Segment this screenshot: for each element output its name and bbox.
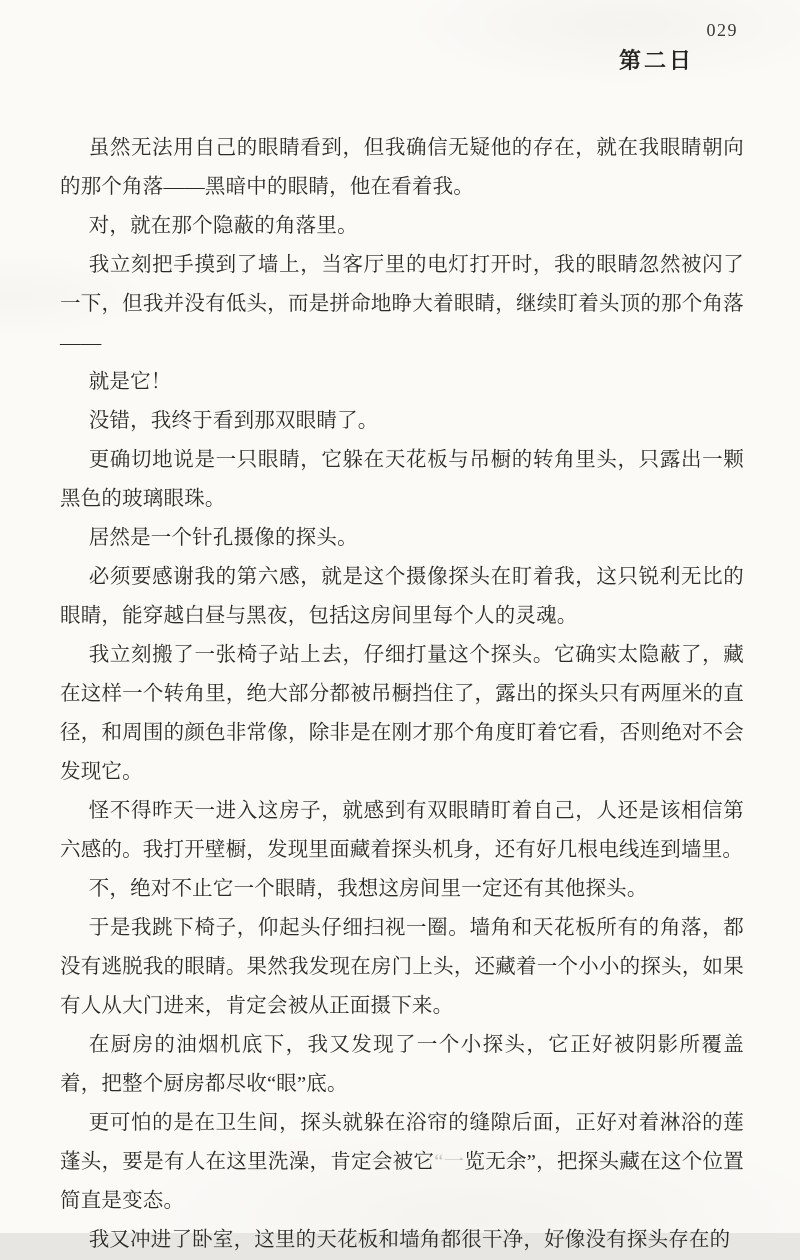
chapter-title: 第二日 [618, 48, 694, 73]
paragraph [60, 792, 744, 870]
paragraph-text: 对，就在那个隐蔽的角落里。 [88, 215, 358, 237]
paragraph-text: 我又冲进了卧室，这里的天花板和墙角都很干净，好像没有探头存在的 [88, 1229, 731, 1251]
paragraph-text: 怪不得昨天一进入这房子，就感到有双眼睛盯着自己，人还是该相信第六感的。我打开壁橱，发现里面藏着探头机身，还有好几根电线连到墙里。 [60, 800, 744, 861]
paragraph-text: 于是我跳下椅子，仰起头仔细扫视一圈。墙角和天花板所有的角落，都没有逃脱我的眼睛。果然我发现在房门上头，还藏着一个小小的探头，如果有人从大门进来，肯定会被从正面摄下来。 [60, 917, 744, 1017]
paragraph [60, 1221, 744, 1260]
paragraph [60, 402, 744, 441]
paragraph [60, 129, 744, 207]
paragraph-text: 览无余”，把探头藏在这个位置简直是变态。 [60, 1151, 744, 1212]
paragraph [60, 519, 744, 558]
paragraph-text: 我立刻把手摸到了墙上，当客厅里的电灯打开时，我的眼睛忽然被闪了一下，但我并没有低头，而是拼命地睁大着眼睛，继续盯着头顶的那个角落—— [60, 254, 744, 354]
paragraph [60, 207, 744, 246]
paragraph [60, 363, 744, 402]
paragraph [60, 246, 744, 363]
paragraph-text: 没错，我终于看到那双眼睛了。 [88, 410, 379, 432]
page-number: 029 [706, 20, 738, 40]
paragraph [60, 441, 744, 519]
paragraph-text: 更可怕的是在卫生间，探头就躲在浴帘的缝隙后面，正好对着淋浴的莲蓬头，要是有人在这里洗澡，肯定会被它 [60, 1112, 744, 1173]
paragraph [60, 558, 744, 636]
paragraph-text: 居然是一个针孔摄像的探头。 [88, 527, 358, 549]
paragraph-text: 我立刻搬了一张椅子站上去，仔细打量这个探头。它确实太隐蔽了，藏在这样一个转角里，绝大部分都被吊橱挡住了，露出的探头只有两厘米的直径，和周围的颜色非常像，除非是在刚才那个角度盯着它看，否则绝对不会发现它。 [60, 644, 744, 783]
paragraph-text: 就是它！ [88, 371, 172, 393]
faded-print-text: “一 [434, 1151, 465, 1173]
paragraph-text: 更确切地说是一只眼睛，它躲在天花板与吊橱的转角里头，只露出一颗黑色的玻璃眼珠。 [60, 449, 744, 510]
paragraph [60, 1026, 744, 1104]
paragraph [60, 870, 744, 909]
paragraph-text: 虽然无法用自己的眼睛看到，但我确信无疑他的存在，就在我眼睛朝向的那个角落——黑暗中的眼睛，他在看着我。 [60, 137, 744, 198]
paragraph-text: 在厨房的油烟机底下，我又发现了一个小探头，它正好被阴影所覆盖着，把整个厨房都尽收“眼”底。 [60, 1034, 744, 1095]
paragraph [60, 1104, 744, 1221]
body-text [60, 129, 744, 1260]
paragraph [60, 636, 744, 792]
paragraph-text: 必须要感谢我的第六感，就是这个摄像探头在盯着我，这只锐利无比的眼睛，能穿越白昼与黑夜，包括这房间里每个人的灵魂。 [60, 566, 744, 627]
paragraph [60, 909, 744, 1026]
paragraph-text: 不，绝对不止它一个眼睛，我想这房间里一定还有其他探头。 [88, 878, 648, 900]
